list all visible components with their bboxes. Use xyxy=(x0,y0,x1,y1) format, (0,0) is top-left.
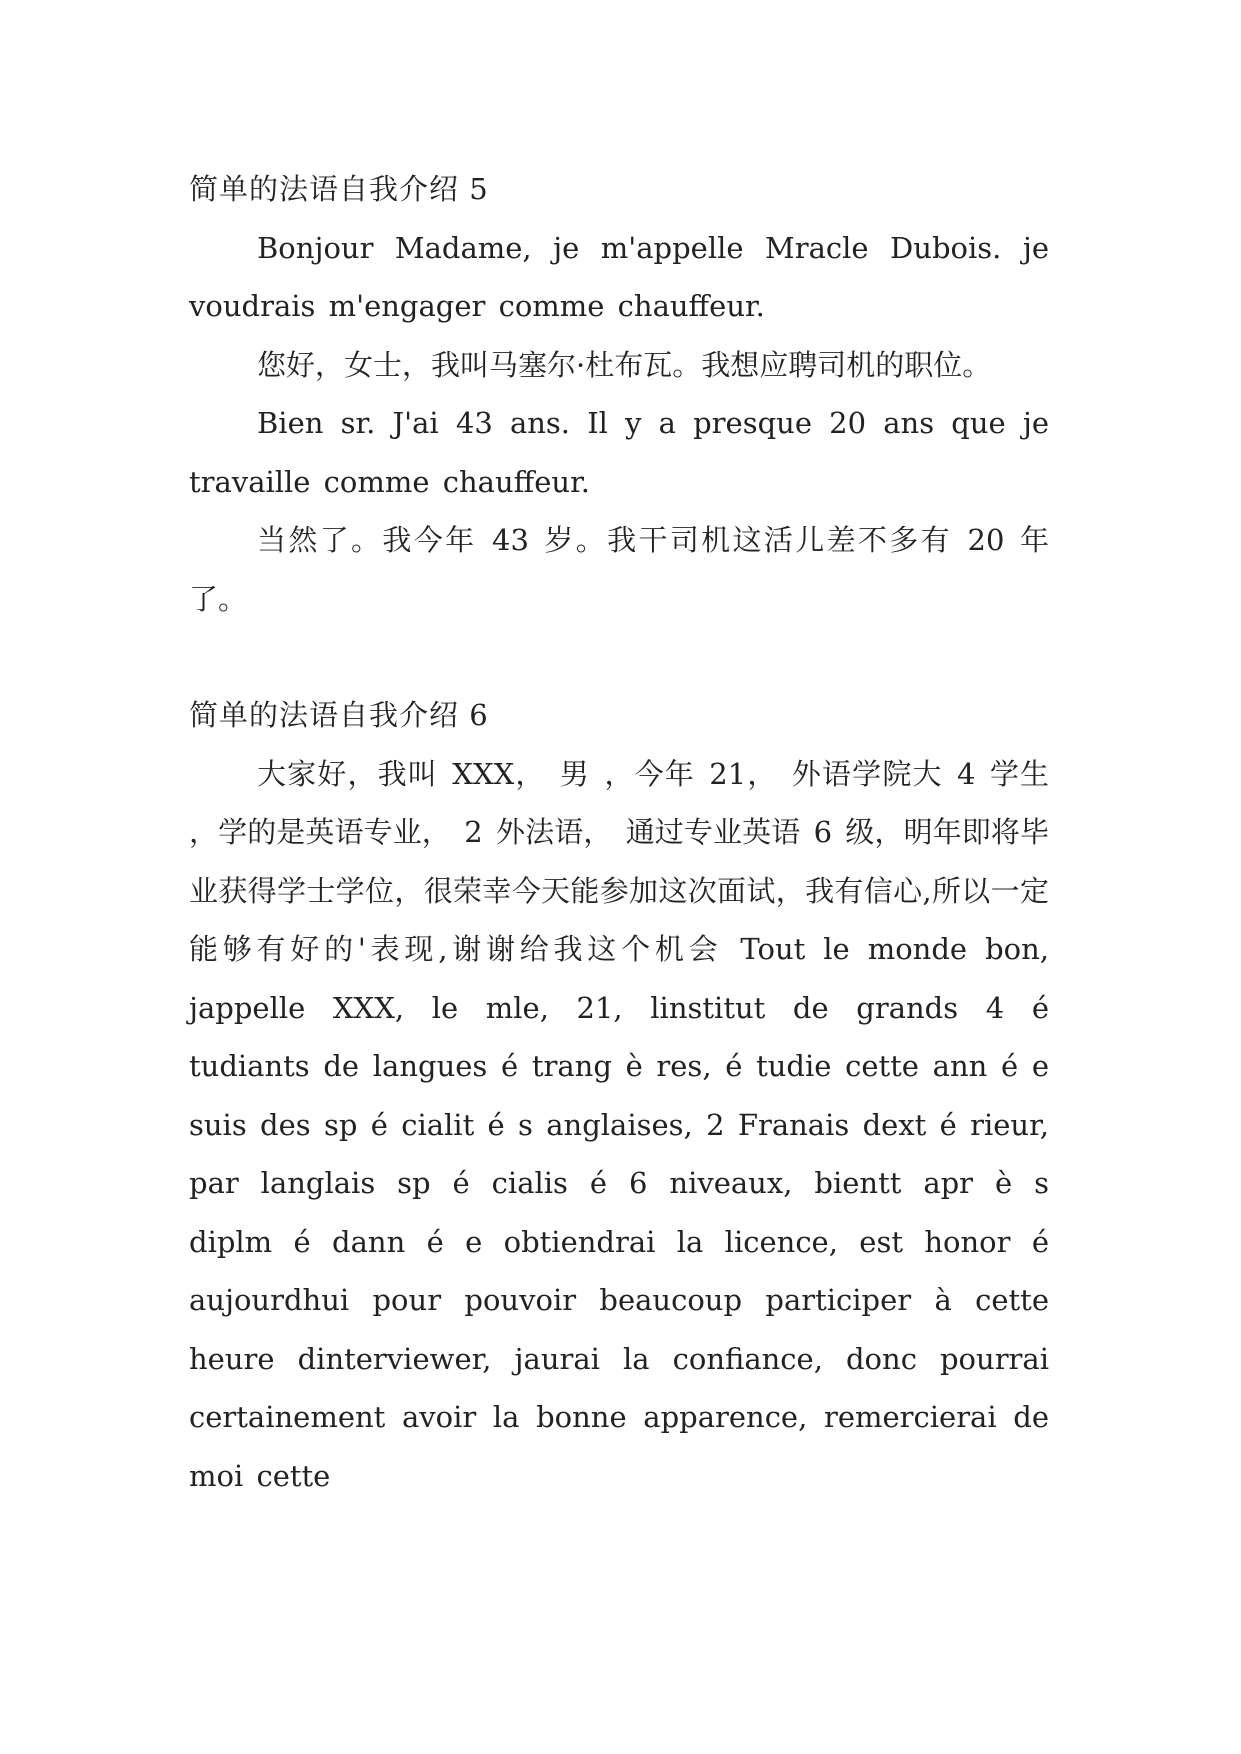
paragraph-chinese-greeting: 您好，女士，我叫马塞尔·杜布瓦。我想应聘司机的职位。 xyxy=(257,347,992,382)
section-intro-5 xyxy=(189,160,1049,628)
section-heading: 简单的法语自我介绍 6 xyxy=(189,698,489,732)
paragraph-french-greeting: Bonjour Madame, je m'appelle Mracle Dubois. je voudrais m'engager comme chauffeur. xyxy=(189,230,1049,323)
paragraph-student-intro: 大家好，我叫 XXX， 男 ，今年 21， 外语学院大 4 学生 ，学的是英语专业， 2 外法语， 通过专业英语 6 级，明年即将毕业获得学士学位，很荣幸今天能参加这次面试，我有信心,所以一定能够有好的'表现,谢谢给我这个机会 Tout le monde bon, jappelle XXX, le mle, 21, linstitut de grands 4 é tudiants de langues é trang è res, é tudie cette ann é e suis des sp é cialit é s anglaises, 2 Franais dext é rieur, par langlais sp é cialis é 6 niveaux, bientt apr è s diplm é dann é e obtiendrai la licence, est honor é aujourdhui pour pouvoir beaucoup participer à cette heure dinterviewer, jaurai la confiance, donc pourrai certainement avoir la bonne apparence, remercierai de moi cette xyxy=(189,756,1049,1493)
section-heading: 简单的法语自我介绍 5 xyxy=(189,172,489,206)
section-intro-6 xyxy=(189,686,1049,1505)
paragraph-french-age: Bien sr. J'ai 43 ans. Il y a presque 20 ans que je travaille comme chauffeur. xyxy=(189,406,1049,499)
paragraph-chinese-age: 当然了。我今年 43 岁。我干司机这活儿差不多有 20 年了。 xyxy=(189,523,1049,616)
document-body xyxy=(189,160,1049,1505)
